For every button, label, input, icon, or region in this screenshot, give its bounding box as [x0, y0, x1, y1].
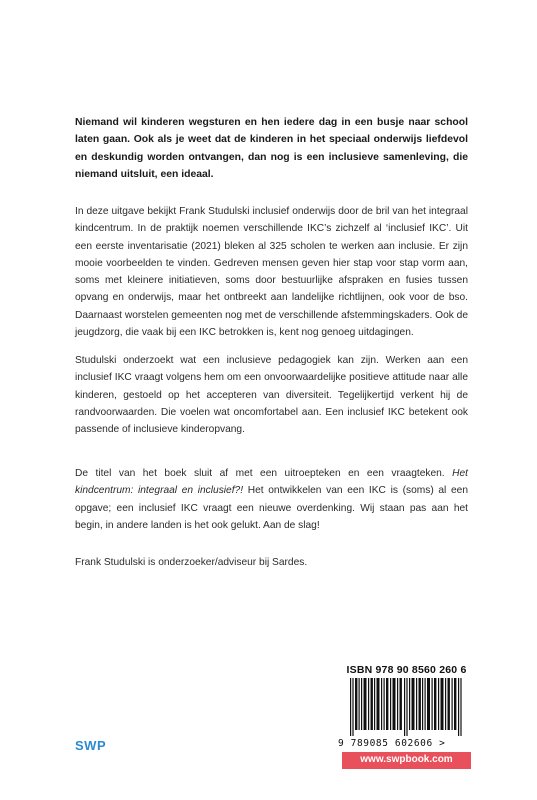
p3-after: Het ontwikkelen van een IKC is (soms) al een opgave; een inclusief IKC vraagt een nieuwe overdenking. Wij staan pas aan het begin, in andere landen is het ook gelukt. Aan de slag! — [75, 485, 468, 531]
intro-paragraph: Niemand wil kinderen wegsturen en hen iedere dag in een busje naar school laten gaan. Ook als je weet dat de kinderen in het speciaal onderwijs liefdevol en deskundig worden ontvangen, dan nog is een inclusieve samenleving, die niemand uitsluit, een ideaal. — [75, 117, 468, 181]
book-title: Het kindcentrum: integraal en inclusief?! — [75, 468, 468, 497]
body-paragraph-1: In deze uitgave bekijkt Frank Studulski inclusief onderwijs door de bril van het integraal kindcentrum. In de praktijk noemen verschillende IKC’s zichzelf al ‘inclusief IKC’. Uit een eerste inventarisatie (2021) bleken al 325 scholen te werken aan inclusie. Er zijn mooie voorbeelden te vinden. Gedreven mensen geven hier stap voor stap vorm aan, soms met kleinere initiatieven, soms door bestuurlijke afspraken en fusies tussen opvang en onderwijs, maar het ontbreekt aan landelijke richtlijnen, ook voor de bso. Daarnaast worstelen gemeenten nog met de verschillende afstemmingskaders. Ook de jeugdzorg, die vaak bij een IKC betrokken is, kent nog genoeg uitdagingen. — [75, 206, 468, 339]
isbn-label: ISBN 978 90 8560 260 6 — [346, 664, 467, 676]
barcode-digits: 9 789085 602606 > — [338, 738, 446, 749]
p3-before: De titel van het boek sluit af met een uitroepteken en een vraagteken. — [75, 468, 453, 479]
barcode-icon — [350, 678, 464, 736]
publisher-logo: SWP — [75, 738, 107, 753]
author-note: Frank Studulski is onderzoeker/adviseur bij Sardes. — [75, 557, 308, 568]
body-paragraph-3 — [75, 465, 468, 534]
body-paragraph-2: Studulski onderzoekt wat een inclusieve pedagogiek kan zijn. Werken aan een inclusief IKC vraagt volgens hem om een onvoorwaardelijke positieve attitude naar alle kinderen, gestoeld op het accepteren van diversiteit. Tegelijkertijd verkent hij de randvoorwaarden. Die voelen wat oncomfortabel aan. Een inclusief IKC betekent ook passende of inclusieve kinderopvang. — [75, 355, 468, 436]
publisher-url[interactable]: www.swpbook.com — [360, 754, 453, 765]
